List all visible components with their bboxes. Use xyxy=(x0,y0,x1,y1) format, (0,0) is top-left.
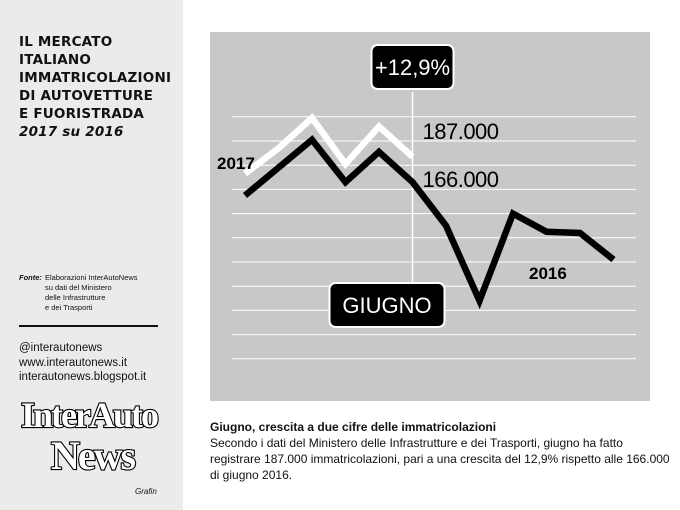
headline-line: DI AUTOVETTURE xyxy=(19,88,154,104)
pct-change-label: +12,9% xyxy=(374,55,451,80)
value-2017-label: 187.000 xyxy=(422,119,499,144)
sidebar-panel xyxy=(0,0,183,510)
line-chart xyxy=(210,32,650,401)
interautonews-logo xyxy=(19,393,164,475)
credit: Grafin xyxy=(135,487,157,496)
headline-subtitle: 2017 su 2016 xyxy=(19,124,124,140)
divider xyxy=(19,325,158,327)
series-2017-label: 2017 xyxy=(217,154,255,173)
month-label: GIUGNO xyxy=(342,293,432,318)
source-line: e dei Trasporti xyxy=(45,303,93,312)
source-line: Elaborazioni InterAutoNews xyxy=(45,273,138,282)
headline xyxy=(19,33,179,141)
source-line: delle Infrastrutture xyxy=(45,293,106,302)
headline-line: IMMATRICOLAZIONI xyxy=(19,70,172,86)
series-2016-label: 2016 xyxy=(529,264,567,283)
blog-link[interactable]: interautonews.blogspot.it xyxy=(19,371,147,383)
headline-line: ITALIANO xyxy=(19,52,92,68)
headline-line: E FUORISTRADA xyxy=(19,106,145,122)
headline-line: IL MERCATO xyxy=(19,34,113,50)
logo-line1: InterAuto xyxy=(21,395,157,435)
contacts xyxy=(19,341,146,385)
website-link[interactable]: www.interautonews.it xyxy=(19,356,128,369)
source-line: su dati del Ministero xyxy=(45,283,112,292)
value-2016-label: 166.000 xyxy=(422,167,499,192)
source-label: Fonte: xyxy=(19,273,42,282)
caption-body: Secondo i dati del Ministero delle Infrastrutture e dei Trasporti, giugno ha fatto registrare 187.000 immatricolazioni, pari a una crescita del 12,9% rispetto alle 166.000 di giugno 2016. xyxy=(210,436,670,482)
twitter-handle[interactable]: @interautonews xyxy=(19,342,103,354)
caption-title: Giugno, crescita a due cifre delle immatricolazioni xyxy=(210,420,497,434)
source-note xyxy=(19,273,179,313)
caption xyxy=(210,419,672,483)
logo-line2: News xyxy=(51,433,135,475)
